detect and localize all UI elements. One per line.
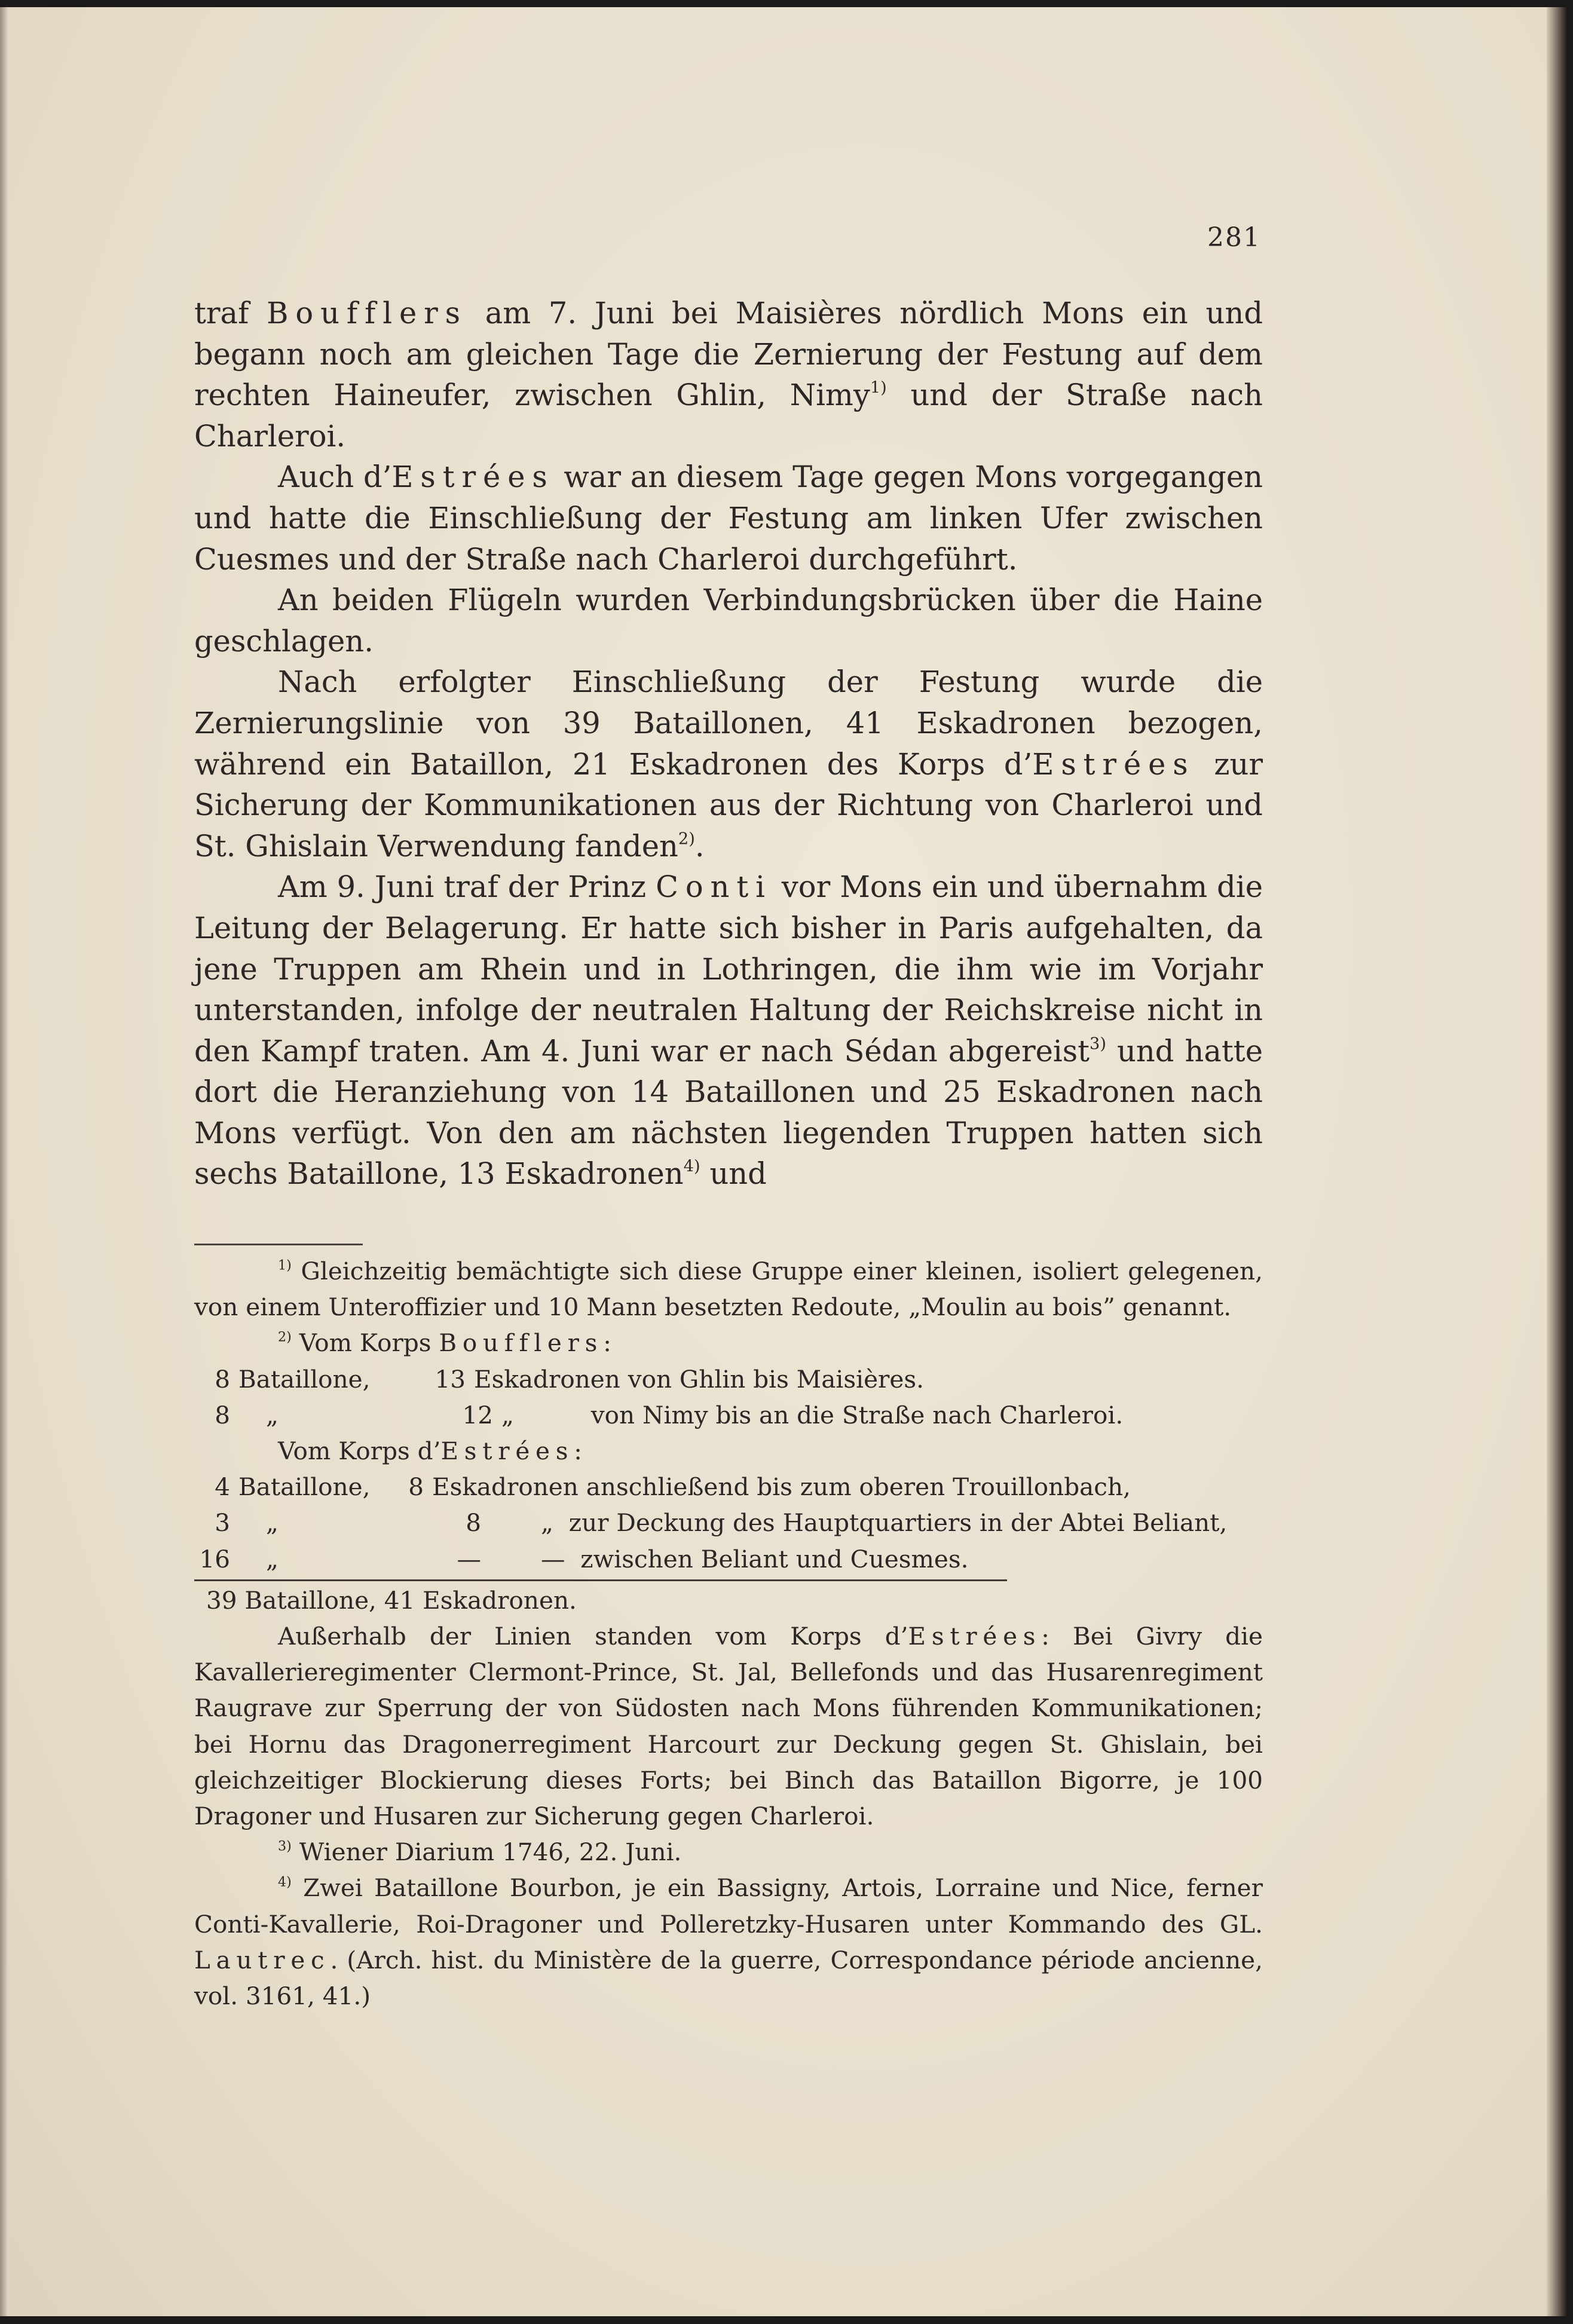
squadron-count: 12 — [462, 1400, 493, 1429]
text-run: Außerhalb der Linien standen vom Korps d’ — [278, 1622, 908, 1651]
row-description: „ zur Deckung des Hauptquartiers in der Abtei Beliant, — [541, 1508, 1228, 1538]
text-run: Auch d’ — [278, 460, 392, 495]
sum-line: 39 Bataillone, 41 Eskadronen. — [206, 1585, 577, 1615]
text-run: zur Sicherung der Kommunikationen aus der Richtung von Charleroi und St. Ghislain Verwendung fanden — [194, 746, 1263, 864]
battalion-label: Bataillone, — [238, 1364, 371, 1394]
text-run: : — [603, 1328, 611, 1358]
battalion-label: „ — [266, 1400, 279, 1429]
footnote-marker: 3) — [278, 1838, 292, 1854]
row-description: — zwischen Beliant und Cuesmes. — [541, 1544, 969, 1573]
text-run: Zwei Bataillone Bourbon, je ein Bassigny, Artois, Lorraine und Nice, ferner Conti-Kavallerie, Roi-Dragoner und Polleretzky-Husaren unter Kommando des GL. — [194, 1873, 1263, 1939]
text-run: Wiener Diarium 1746, 22. Juni. — [291, 1838, 682, 1867]
spaced-name: Boufflers — [439, 1328, 604, 1358]
battalion-count: 16 — [199, 1544, 230, 1573]
squadron-count: 8 — [466, 1508, 481, 1538]
footnote-marker: 2) — [278, 1329, 292, 1345]
squadron-count: 8 — [408, 1472, 424, 1502]
row-description: „ von Nimy bis an die Straße nach Charleroi. — [501, 1400, 1124, 1429]
paragraph-4 — [194, 662, 1263, 866]
text-run: war an diesem Tage gegen Mons vorgegangen und hatte die Einschließung der Festung am linken Ufer zwischen Cuesmes und der Straße nach Charleroi durchgeführt. — [194, 460, 1263, 577]
table-row — [194, 1397, 1263, 1433]
text-run: : Bei Givry die Kavallerieregimenter Clermont-Prince, St. Jal, Bellefonds und das Husarenregiment Raugrave zur Sperrung der von Südosten nach Mons führenden Kommunikationen; bei Hornu das Dragonerregiment Harcourt zur Deckung gegen St. Ghislain, bei gleichzeitiger Blockierung dieses Forts; bei Binch das Bataillon Bigorre, je 100 Dragoner und Husaren zur Sicherung gegen Charleroi. — [194, 1622, 1263, 1831]
footnote-marker: 2) — [678, 829, 695, 849]
footnote-separator — [194, 1244, 363, 1245]
battalion-label: „ — [266, 1544, 279, 1573]
book-page — [0, 7, 1567, 2316]
spaced-name: Estrées — [391, 460, 555, 495]
battalion-label: „ — [266, 1508, 279, 1538]
text-run: An beiden Flügeln wurden Verbindungsbrücken über die Haine geschlagen. — [194, 583, 1263, 659]
sum-rule — [194, 1579, 1007, 1581]
text-run: Vom Korps — [291, 1328, 439, 1358]
spaced-name: Estrées — [440, 1437, 574, 1466]
spaced-name: Estrées — [908, 1622, 1042, 1651]
boufflers-table — [194, 1361, 1263, 1433]
estrees-heading — [194, 1433, 1263, 1469]
main-text — [194, 293, 1263, 1195]
footnote-4 — [194, 1870, 1263, 2014]
text-run: traf — [194, 296, 267, 330]
battalion-count: 8 — [215, 1364, 230, 1394]
paragraph-3 — [194, 580, 1263, 662]
footnote-marker: 4) — [278, 1874, 292, 1890]
table-row — [194, 1361, 1263, 1397]
squadron-count: — — [457, 1544, 481, 1573]
squadron-count: 13 — [434, 1364, 466, 1394]
spaced-name: Estrées — [1032, 746, 1195, 782]
estrees-table — [194, 1469, 1263, 1577]
paragraph-2 — [194, 457, 1263, 580]
text-run: Gleichzeitig bemächtigte sich diese Gruppe einer kleinen, isoliert gelegenen, von einem Unteroffizier und 10 Mann besetzten Redoute, „Moulin au bois” genannt. — [194, 1257, 1263, 1322]
footnote-2-heading — [194, 1325, 1263, 1361]
page-number: 281 — [1207, 222, 1261, 253]
footnote-marker: 1) — [870, 378, 887, 397]
text-run: Vom Korps d’ — [278, 1437, 441, 1466]
battalion-count: 8 — [215, 1400, 230, 1429]
table-row — [194, 1469, 1263, 1505]
footnote-marker: 3) — [1090, 1034, 1106, 1054]
footnote-marker: 4) — [683, 1158, 700, 1177]
text-run: . — [694, 828, 705, 864]
paragraph-5 — [194, 866, 1263, 1195]
footnote-1 — [194, 1253, 1263, 1325]
table-row — [194, 1541, 1263, 1577]
text-run: vor Mons ein und übernahm die Leitung der Belagerung. Er hatte sich bisher in Paris aufgehalten, da jene Truppen am Rhein und in Lothringen, die ihm wie im Vorjahr unterstanden, infolge der neutralen Haltung der Reichskreise nicht in den Kampf traten. Am 4. Juni war er nach Sédan abgereist — [194, 869, 1263, 1068]
row-description: Eskadronen von Ghlin bis Maisières. — [474, 1364, 925, 1394]
text-run: Am 9. Juni traf der Prinz — [278, 869, 656, 905]
row-description: Eskadronen anschließend bis zum oberen Trouillonbach, — [432, 1472, 1131, 1502]
battalion-count: 4 — [215, 1472, 230, 1502]
page-edge-shadow — [1547, 7, 1567, 2316]
text-run: . (Arch. hist. du Ministère de la guerre, Correspondance période ancienne, vol. 3161, 41.) — [194, 1945, 1263, 2011]
page-gutter-shadow — [0, 7, 8, 2316]
footnotes — [194, 1253, 1263, 2014]
outside-lines-note — [194, 1618, 1263, 1834]
spaced-name: Boufflers — [267, 296, 467, 330]
footnote-3 — [194, 1834, 1263, 1870]
text-run: und der Straße nach Charleroi. — [194, 378, 1263, 454]
table-row — [194, 1505, 1263, 1541]
text-run: : — [574, 1437, 582, 1466]
battalion-count: 3 — [215, 1508, 230, 1538]
footnote-marker: 1) — [278, 1257, 292, 1273]
spaced-name: Conti — [656, 869, 772, 905]
battalion-label: Bataillone, — [238, 1472, 371, 1502]
spaced-name: Lautrec — [194, 1945, 330, 1974]
text-run: am 7. Juni bei Maisières nördlich Mons ein und begann noch am gleichen Tage die Zernierung der Festung auf dem rechten Haineufer, zwischen Ghlin, Nimy — [194, 296, 1263, 413]
paragraph-1 — [194, 293, 1263, 457]
text-run: und hatte dort die Heranziehung von 14 Bataillonen und 25 Eskadronen nach Mons verfügt. Von den am nächsten liegenden Truppen hatten sich sechs Bataillone, 13 Eskadronen — [194, 1033, 1263, 1192]
text-run: Nach erfolgter Einschließung der Festung wurde die Zernierungslinie von 39 Bataillonen, 41 Eskadronen bezogen, während ein Bataillon, 21 Eskadronen des Korps d’ — [194, 665, 1263, 782]
text-run: und — [700, 1156, 767, 1192]
